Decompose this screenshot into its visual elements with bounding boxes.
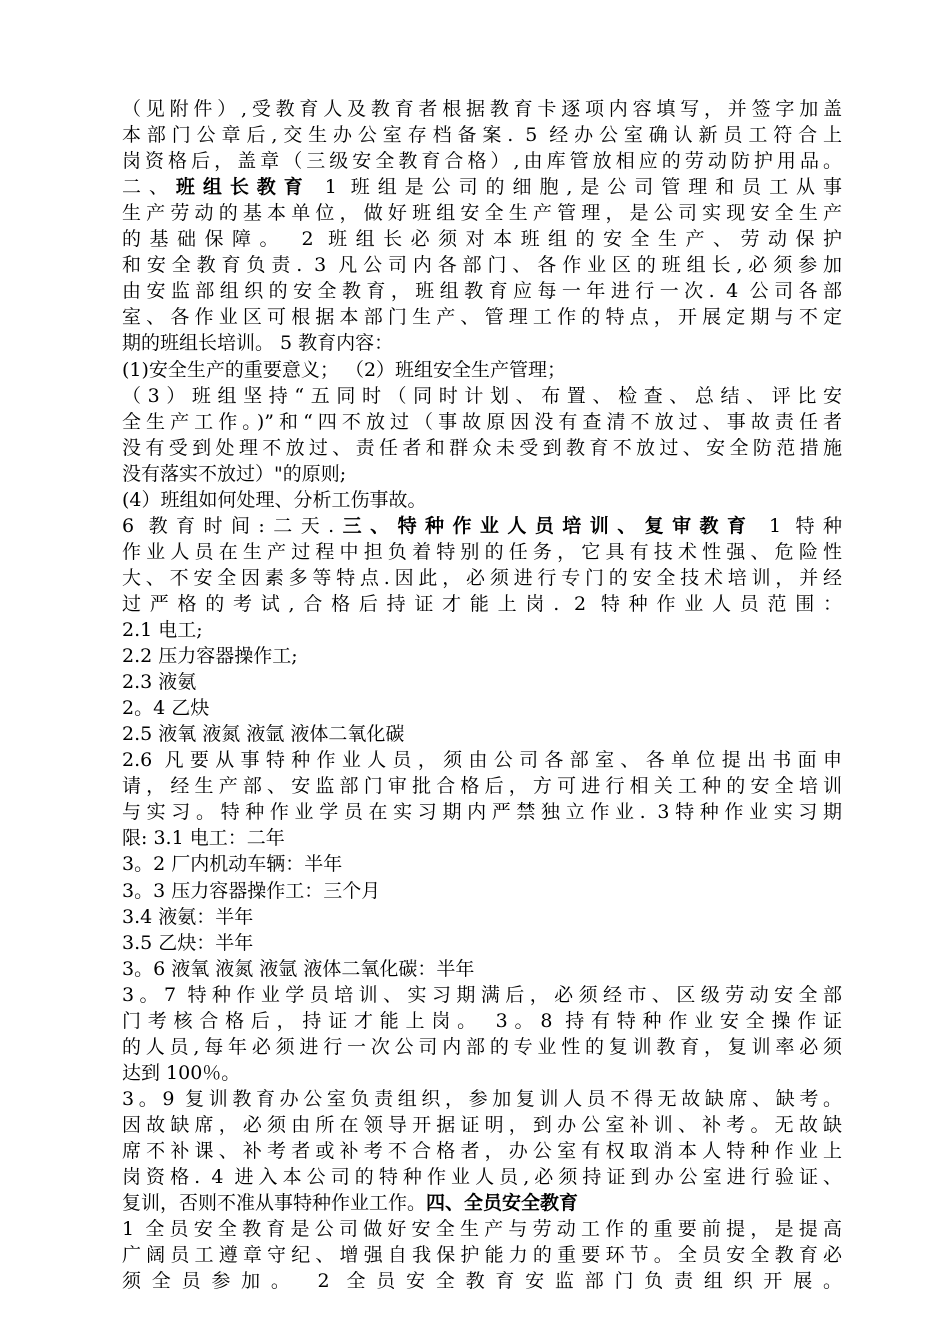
text-line <box>122 1216 842 1242</box>
text-line <box>122 539 842 565</box>
text-line <box>122 1242 842 1268</box>
line-text: 本部门公章后,交生办公室存档备案. 5 经办公室确认新员工符合上 <box>122 124 842 147</box>
text-line <box>122 1034 842 1060</box>
line-text: 生产劳动的基本单位，做好班组安全生产管理，是公司实现安全生产 <box>122 202 842 225</box>
line-text: 复训，否则不准从事特种作业工作。 <box>122 1192 427 1215</box>
text-line <box>122 617 842 643</box>
line-text: 的基础保障。 2 班组长必须对本班组的安全生产、劳动保护 <box>122 228 842 251</box>
text-line <box>122 122 842 148</box>
line-text: 2.6 凡要从事特种作业人员，须由公司各部室、各单位提出书面申 <box>122 749 842 772</box>
text-line <box>122 799 842 825</box>
text-line <box>122 747 842 773</box>
text-line <box>122 461 842 487</box>
text-line <box>122 591 842 617</box>
line-text: 的人员,每年必须进行一次公司内部的专业性的复训教育，复训率必须 <box>122 1035 842 1058</box>
section-heading: 三、特种作业人员培训、复审教育 <box>334 514 755 537</box>
line-text: 请，经生产部、安监部门审批合格后，方可进行相关工种的安全培训 <box>122 775 842 798</box>
text-line <box>122 513 842 539</box>
line-text: 2.1 电工; <box>122 619 203 641</box>
line-text: 3.5 乙炔：半年 <box>122 931 254 954</box>
line-text: 3。6 液氧 液氮 液氩 液体二氧化碳：半年 <box>122 957 475 980</box>
text-line <box>122 851 842 877</box>
line-text: 门考核合格后，持证才能上岗。 3。8 持有特种作业安全操作证 <box>122 1009 842 1032</box>
line-text: 二、 <box>122 176 176 199</box>
text-line <box>122 904 842 930</box>
line-text: 6 教育时间:二天. <box>122 514 335 537</box>
section-heading: 班组长教育 <box>175 176 311 199</box>
line-text: 3。2 厂内机动车辆：半年 <box>122 853 343 876</box>
line-text: 须全员参加。 2 全员安全教育安监部门负责组织开展。 <box>122 1270 842 1293</box>
text-line <box>122 330 842 356</box>
line-text: 因故缺席，必须由所在领导开据证明，到办公室补训、补考。无故缺 <box>122 1113 842 1136</box>
text-line <box>122 1138 842 1164</box>
line-text: 和安全教育负责. 3 凡公司内各部门、各作业区的班组长,必须参加 <box>122 254 842 277</box>
line-text: 期的班组长培训。 5 教育内容： <box>122 332 394 355</box>
line-text: 3。9 复训教育办公室负责组织，参加复训人员不得无故缺席、缺考。 <box>122 1087 842 1110</box>
line-text: 广阔员工遵章守纪、增强自我保护能力的重要环节。全员安全教育必 <box>122 1244 842 1267</box>
line-text: （见附件）,受教育人及教育者根据教育卡逐项内容填写，并签字加盖 <box>122 98 842 120</box>
text-line <box>122 487 842 513</box>
line-text: 大、不安全因素多等特点.因此，必须进行专门的安全技术培训，并经 <box>122 566 842 589</box>
line-text: 达到 100％。 <box>122 1061 241 1084</box>
line-text: 过严格的考试,合格后持证才能上岗. 2 特种作业人员范围： <box>122 592 842 615</box>
line-text: 室、各作业区可根据本部门生产、管理工作的特点，开展定期与不定 <box>122 306 842 329</box>
text-line <box>122 357 842 383</box>
line-text: 限: 3.1 电工：二年 <box>122 827 285 850</box>
text-line <box>122 1112 842 1138</box>
text-line <box>122 721 842 747</box>
text-line <box>122 409 842 435</box>
text-line <box>122 643 842 669</box>
line-text: 2.2 压力容器操作工; <box>122 645 298 668</box>
text-line <box>122 669 842 695</box>
text-line <box>122 1164 842 1190</box>
section-heading: 四、全员安全教育 <box>426 1192 579 1215</box>
text-line <box>122 1268 842 1294</box>
line-text: 岗资格后，盖章（三级安全教育合格）,由库管放相应的劳动防护用品。 <box>122 150 842 173</box>
line-text: 与实习。特种作业学员在实习期内严禁独立作业. 3特种作业实习期 <box>122 801 842 824</box>
line-text: (4）班组如何处理、分析工伤事故。 <box>122 488 427 511</box>
text-line <box>122 956 842 982</box>
line-text: 2.3 液氨 <box>122 671 197 694</box>
text-line <box>122 695 842 721</box>
text-line <box>122 200 842 226</box>
line-text: 1 特种 <box>754 514 842 537</box>
text-line <box>122 383 842 409</box>
line-text: （3）班组坚持“五同时（同时计划、布置、检查、总结、评比安 <box>122 384 842 407</box>
text-line <box>122 1060 842 1086</box>
line-text: 全生产工作。)”和“四不放过（事故原因没有查清不放过、事故责任者 <box>122 410 842 433</box>
text-line <box>122 1086 842 1112</box>
text-line <box>122 878 842 904</box>
line-text: 席不补课、补考者或补考不合格者，办公室有权取消本人特种作业上 <box>122 1140 842 1162</box>
text-line <box>122 252 842 278</box>
text-line <box>122 565 842 591</box>
line-text: 1 全员安全教育是公司做好安全生产与劳动工作的重要前提，是提高 <box>122 1218 842 1241</box>
line-text: 3。7 特种作业学员培训、实习期满后，必须经市、区级劳动安全部 <box>122 983 842 1006</box>
text-line <box>122 226 842 252</box>
line-text: 岗资格. 4 进入本公司的特种作业人员,必须持证到办公室进行验证、 <box>122 1166 842 1189</box>
text-line <box>122 96 842 122</box>
line-text: 没有落实不放过）"的原则; <box>122 462 347 485</box>
text-line <box>122 982 842 1008</box>
text-line <box>122 304 842 330</box>
text-line <box>122 148 842 174</box>
line-text: 2.5 液氧 液氮 液氩 液体二氧化碳 <box>122 723 405 746</box>
text-line <box>122 174 842 200</box>
line-text: 作业人员在生产过程中担负着特别的任务，它具有技术性强、危险性 <box>122 540 842 563</box>
text-line <box>122 278 842 304</box>
line-text: 由安监部组织的安全教育，班组教育应每一年进行一次. 4 公司各部 <box>122 280 842 303</box>
line-text: (1)安全生产的重要意义； （2）班组安全生产管理； <box>122 358 567 381</box>
text-line <box>122 930 842 956</box>
text-line <box>122 825 842 851</box>
line-text: 1 班组是公司的细胞,是公司管理和员工从事 <box>310 176 842 199</box>
line-text: 没有受到处理不放过、责任者和群众未受到教育不放过、安全防范措施 <box>122 436 842 459</box>
text-line <box>122 1190 842 1216</box>
text-line <box>122 773 842 799</box>
line-text: 2。4 乙炔 <box>122 697 210 720</box>
line-text: 3.4 液氨：半年 <box>122 905 254 928</box>
text-line <box>122 1008 842 1034</box>
text-line <box>122 435 842 461</box>
line-text: 3。3 压力容器操作工：三个月 <box>122 879 381 902</box>
